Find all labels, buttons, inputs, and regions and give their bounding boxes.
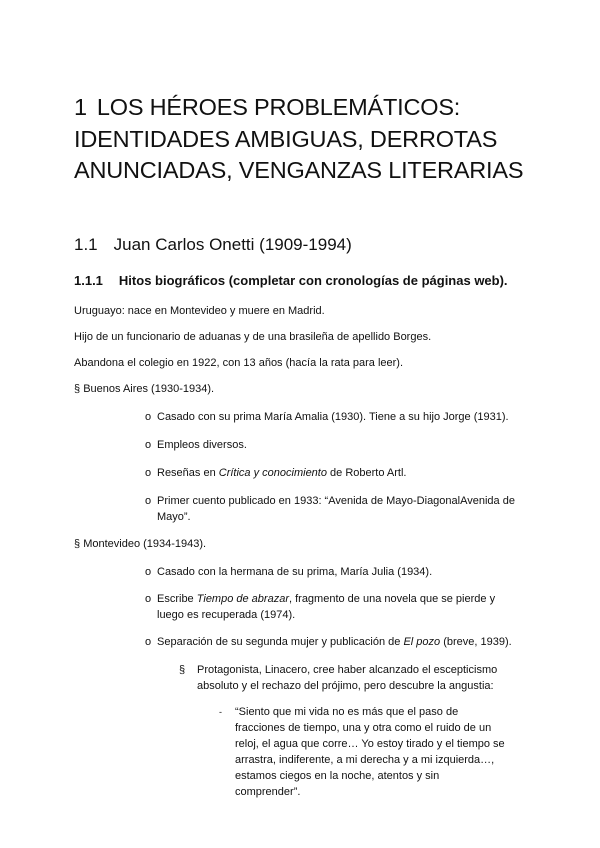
- circle-bullet: o: [145, 636, 152, 648]
- section-bullet: §: [74, 538, 81, 550]
- list-item-text: Escribe: [157, 593, 197, 605]
- section-bullet: §: [179, 664, 186, 676]
- quote-item: [219, 704, 505, 800]
- book-title: El pozo: [403, 636, 441, 648]
- heading-2: [74, 234, 352, 256]
- quote-text: “Siento que mi vida no es más que el paso de fracciones de tiempo, una y otra como el ruido de un reloj, el agua que corre… Yo estoy tirado y el tiempo se arrastra, indiferente, a mi derecha y a mi izquierda…, estamos ciegos en la noche, atentos y sin comprender”.: [235, 706, 505, 798]
- heading-3-number: 1.1.1: [74, 273, 103, 288]
- book-title: Crítica y conocimiento: [218, 467, 327, 479]
- list-item: [145, 493, 522, 525]
- list-item: [145, 465, 527, 481]
- heading-3: [74, 272, 508, 290]
- sub-list-item-text: Protagonista, Linacero, cree haber alcanzado el escepticismo absoluto y el rechazo del prójimo, pero descubre la angustia:: [197, 664, 498, 692]
- heading-3-text: Hitos biográficos (completar con cronologías de páginas web).: [118, 273, 508, 288]
- paragraph: Uruguayo: nace en Montevideo y muere en Madrid.: [74, 305, 325, 317]
- circle-bullet: o: [145, 566, 152, 578]
- book-title: Tiempo de abrazar: [196, 593, 289, 605]
- section-label-buenos-aires: [74, 382, 214, 397]
- heading-1-number: 1: [74, 94, 87, 120]
- circle-bullet: o: [145, 495, 152, 507]
- circle-bullet: o: [145, 467, 152, 479]
- dash-bullet: -: [219, 707, 222, 717]
- section-label-text: Buenos Aires (1930-1934).: [83, 383, 215, 395]
- circle-bullet: o: [145, 593, 152, 605]
- sub-list-item: [179, 662, 512, 694]
- list-item-text: de Roberto Artl.: [326, 467, 407, 479]
- paragraph: Hijo de un funcionario de aduanas y de una brasileña de apellido Borges.: [74, 331, 432, 343]
- paragraph: Abandona el colegio en 1922, con 13 años (hacía la rata para leer).: [74, 357, 404, 369]
- list-item: [145, 591, 502, 623]
- list-item-text: Separación de su segunda mujer y publicación de: [157, 636, 404, 648]
- list-item: [145, 409, 527, 425]
- heading-2-text: Juan Carlos Onetti (1909-1994): [113, 235, 352, 254]
- list-item: [145, 437, 527, 453]
- section-label-montevideo: [74, 537, 206, 552]
- list-item-text: , fragmento de una novela que se pierde y luego es recuperada (1974).: [157, 593, 496, 621]
- list-item: [145, 564, 527, 580]
- circle-bullet: o: [145, 439, 152, 451]
- circle-bullet: o: [145, 411, 152, 423]
- list-item-text: Casado con su prima María Amalia (1930). Tiene a su hijo Jorge (1931).: [157, 411, 509, 423]
- section-bullet: §: [74, 383, 81, 395]
- heading-1: [74, 92, 544, 187]
- list-item: [145, 634, 527, 650]
- section-label-text: Montevideo (1934-1943).: [83, 538, 207, 550]
- list-item-text: Primer cuento publicado en 1933: “Avenida de Mayo-DiagonalAvenida de Mayo”.: [157, 495, 515, 523]
- list-item-text: (breve, 1939).: [440, 636, 512, 648]
- list-item-text: Empleos diversos.: [157, 439, 247, 451]
- list-item-text: Casado con la hermana de su prima, María Julia (1934).: [157, 566, 433, 578]
- list-item-text: Reseñas en: [157, 467, 219, 479]
- heading-2-number: 1.1: [74, 235, 98, 254]
- heading-1-text: LOS HÉROES PROBLEMÁTICOS: IDENTIDADES AMBIGUAS, DERROTAS ANUNCIADAS, VENGANZAS LITERARIAS: [74, 94, 524, 183]
